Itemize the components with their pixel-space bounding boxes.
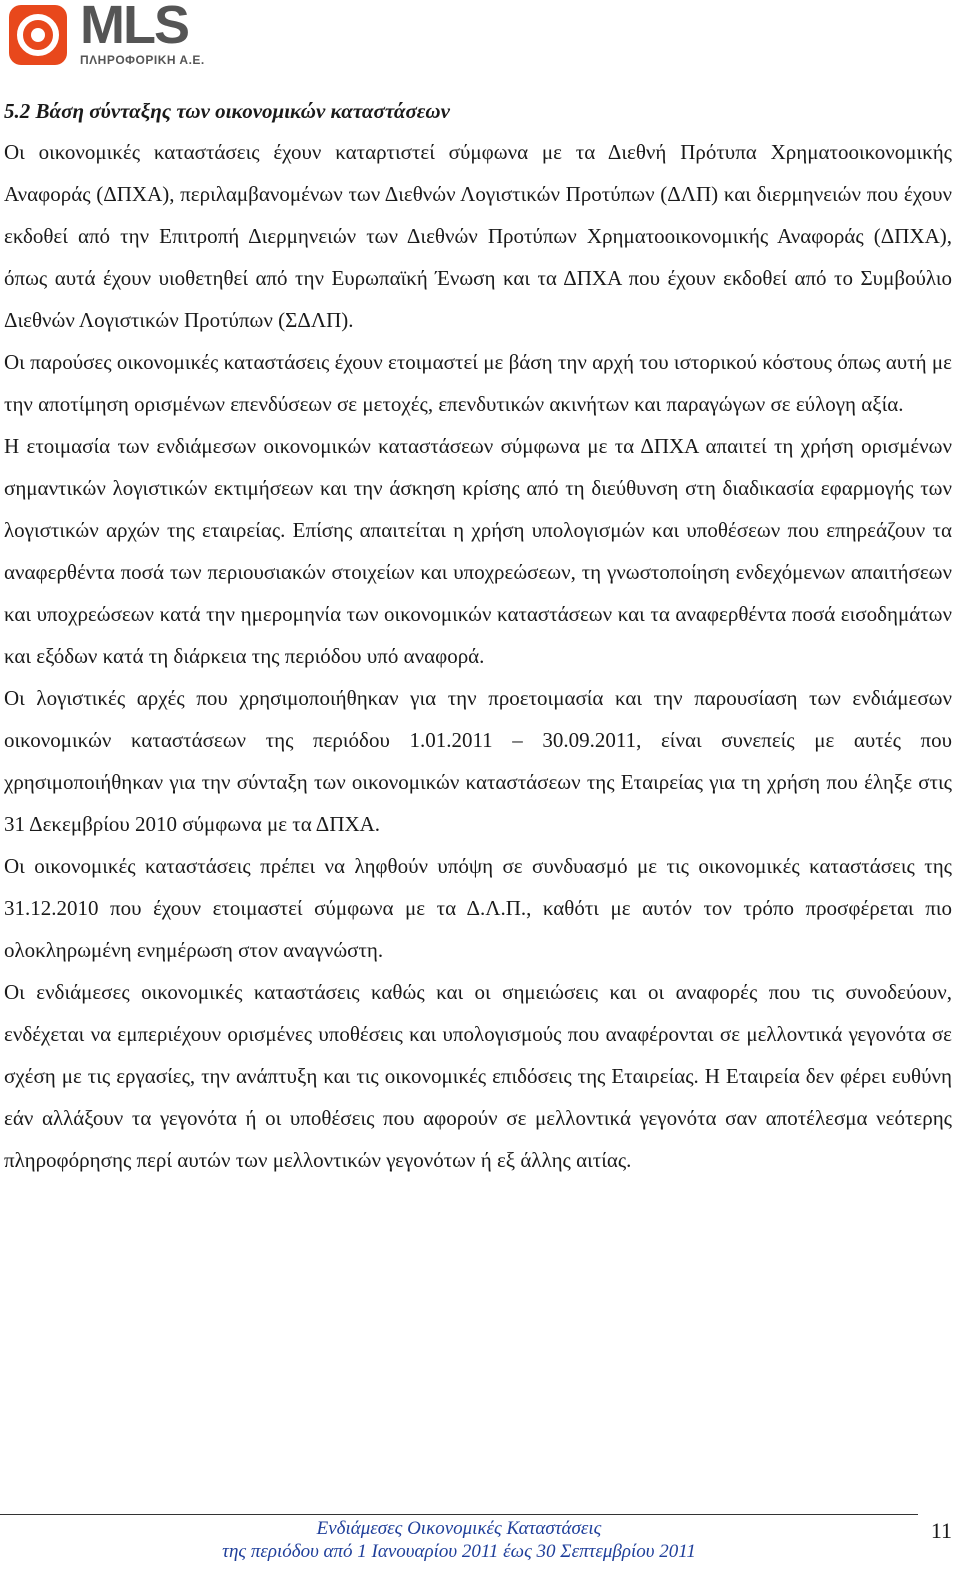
footer-caption	[0, 1517, 918, 1563]
footer-line-2: της περιόδου από 1 Ιανουαρίου 2011 έως 30 Σεπτεμβρίου 2011	[222, 1541, 696, 1562]
section-heading: 5.2 Βάση σύνταξης των οικονομικών καταστάσεων	[4, 99, 450, 123]
logo-wordmark: MLS	[80, 0, 188, 55]
document-body	[4, 91, 952, 1181]
mls-logo-icon	[8, 4, 68, 66]
page-number: 11	[930, 1518, 952, 1543]
paragraph-3: Η ετοιμασία των ενδιάμεσων οικονομικών καταστάσεων σύμφωνα με τα ΔΠΧΑ απαιτεί τη χρήση ορισμένων σημαντικών λογιστικών εκτιμήσεων και την άσκηση κρίσης από τη διεύθυνση στη διαδικασία εφαρμογής των λογιστικών αρχών της εταιρείας. Επίσης απαιτείται η χρήση υπολογισμών και υποθέσεων που επηρεάζουν τα αναφερθέντα ποσά των περιουσιακών στοιχείων και υποχρεώσεων, τη γνωστοποίηση ενδεχόμενων απαιτήσεων και υποχρεώσεων κατά την ημερομηνία των οικονομικών καταστάσεων και τα αναφερθέντα ποσά εισοδημάτων και εξόδων κατά τη διάρκεια της περιόδου υπό αναφορά.	[4, 434, 952, 668]
footer-line-1: Ενδιάμεσες Οικονομικές Καταστάσεις	[316, 1518, 602, 1539]
paragraph-4: Οι λογιστικές αρχές που χρησιμοποιήθηκαν για την προετοιμασία και την παρουσίαση των ενδιάμεσων οικονομικών καταστάσεων της περιόδου 1.01.2011 – 30.09.2011, είναι συνεπείς με αυτές που χρησιμοποιήθηκαν για την σύνταξη των οικονομικών καταστάσεων της Εταιρείας για τη χρήση που έληξε στις 31 Δεκεμβρίου 2010 σύμφωνα με τα ΔΠΧΑ.	[4, 686, 952, 836]
paragraph-2: Οι παρούσες οικονομικές καταστάσεις έχουν ετοιμαστεί με βάση την αρχή του ιστορικού κόστους όπως αυτή με την αποτίμηση ορισμένων επενδύσεων σε μετοχές, επενδυτικών ακινήτων και παραγώγων σε εύλογη αξία.	[4, 350, 952, 416]
footer-divider	[0, 1514, 918, 1515]
logo-subtitle: ΠΛΗΡΟΦΟΡΙΚΗ Α.Ε.	[80, 53, 205, 67]
company-logo	[8, 2, 238, 68]
paragraph-1: Οι οικονομικές καταστάσεις έχουν καταρτιστεί σύμφωνα με τα Διεθνή Πρότυπα Χρηματοοικονομικής Αναφοράς (ΔΠΧΑ), περιλαμβανομένων των Διεθνών Λογιστικών Προτύπων (ΔΛΠ) και διερμηνειών που έχουν εκδοθεί από την Επιτροπή Διερμηνειών των Διεθνών Προτύπων Χρηματοοικονομικής Αναφοράς (ΔΠΧΑ), όπως αυτά έχουν υιοθετηθεί από την Ευρωπαϊκή Ένωση και τα ΔΠΧΑ που έχουν εκδοθεί από το Συμβούλιο Διεθνών Λογιστικών Προτύπων (ΣΔΛΠ).	[4, 140, 952, 332]
paragraph-6: Οι ενδιάμεσες οικονομικές καταστάσεις καθώς και οι σημειώσεις και οι αναφορές που τις συνοδεύουν, ενδέχεται να εμπεριέχουν ορισμένες υποθέσεις και υπολογισμούς που αναφέρονται σε μελλοντικά γεγονότα σε σχέση με τις εργασίες, την ανάπτυξη και τις οικονομικές επιδόσεις της Εταιρείας. Η Εταιρεία δεν φέρει ευθύνη εάν αλλάξουν τα γεγονότα ή οι υποθέσεις που αφορούν σε μελλοντικά γεγονότα σαν αποτέλεσμα νεότερης πληροφόρησης περί αυτών των μελλοντικών γεγονότων ή εξ άλλης αιτίας.	[4, 980, 952, 1172]
paragraph-5: Οι οικονομικές καταστάσεις πρέπει να ληφθούν υπόψη σε συνδυασμό με τις οικονομικές καταστάσεις της 31.12.2010 που έχουν ετοιμαστεί σύμφωνα με τα Δ.Λ.Π., καθότι με αυτόν τον τρόπο προσφέρεται πιο ολοκληρωμένη ενημέρωση στον αναγνώστη.	[4, 854, 952, 962]
